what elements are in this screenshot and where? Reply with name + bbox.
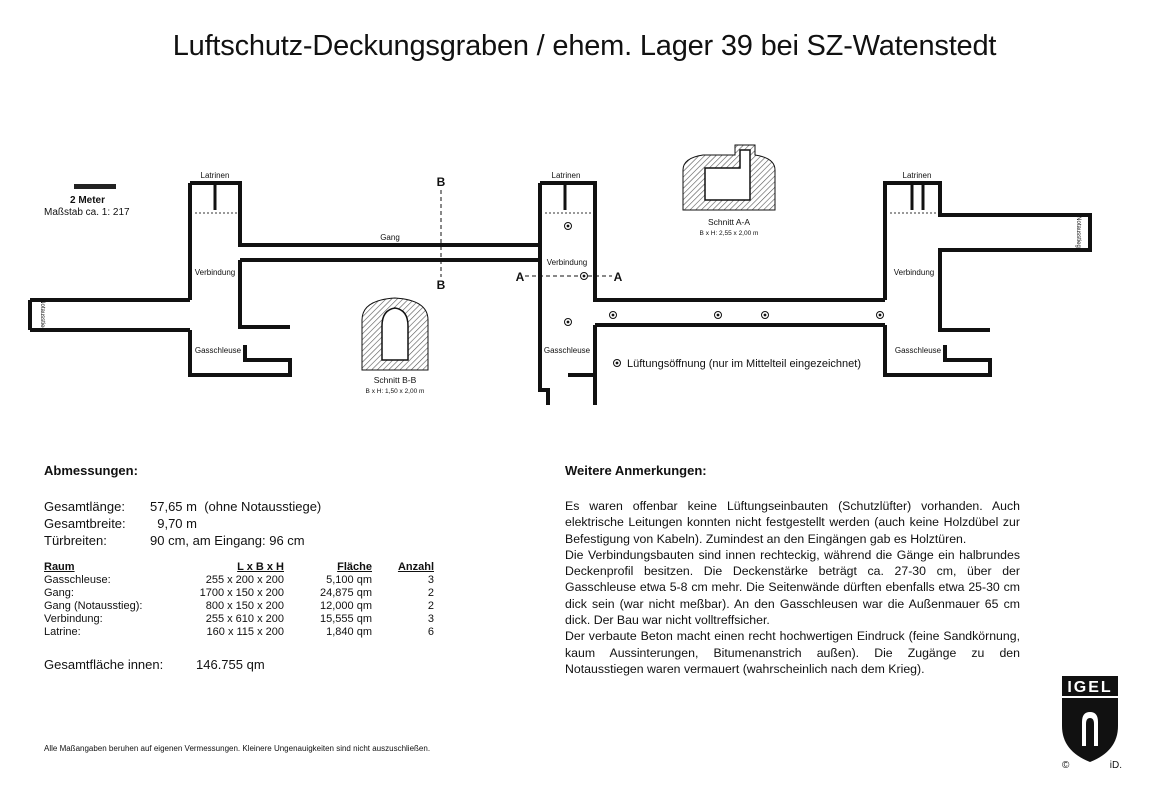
svg-text:Gasschleuse: Gasschleuse	[894, 346, 942, 355]
rooms-table: Raum L x B x H Fläche Anzahl Gasschleuse: 255 x 200 x 200 5,100 qm 3 Gang: 1700 x 150 x 200 24,875 qm 2 Gang (Notausstieg): 800 x 150 x 200 12,000 qm 2 Verbindung: 255 x 610 x 200 15,555 qm 3 Latrine: 160 x 115 x 200 1,840 qm 6	[44, 561, 434, 638]
svg-text:B: B	[436, 278, 446, 292]
svg-text:A: A	[515, 270, 525, 284]
svg-text:Gasschleuse: Gasschleuse	[194, 346, 242, 355]
scale-bar: 2 Meter Maßstab ca. 1: 217	[44, 184, 130, 219]
svg-text:Notausstieg: Notausstieg	[1075, 216, 1081, 248]
svg-text:IGEL: IGEL	[1067, 679, 1113, 696]
remarks-paragraph: Es waren offenbar keine Lüftungseinbauten (Schutzlüfter) vorhanden. Auch elektrische Leitungen konnten nicht festgestellt werden (auch keine Holzdübel zur Befestigung von Kabeln). Zumindest an den Eingängen gab es Holztüren.	[565, 499, 1020, 546]
remarks-paragraph: Die Verbindungsbauten sind innen rechteckig, während die Gänge ein halbrundes Deckenprofil besitzen. Die Deckenstärke beträgt ca. 27-30 cm, über der Gasschleuse etwa 5-8 cm mehr. Die Seitenwände dürften ebenfalls etwa 25-30 cm dick sein (war nicht meßbar). An den Gasschleusen war die Außenmauer 65 cm dick. Der Bau war nicht volltreffsicher.	[565, 547, 1020, 628]
svg-text:Verbindung: Verbindung	[194, 268, 236, 277]
dimensions-heading: Abmessungen:	[44, 463, 138, 478]
scale-bar-graphic	[74, 184, 116, 189]
svg-text:Gang: Gang	[380, 233, 400, 242]
page-title: Luftschutz-Deckungsgraben / ehem. Lager 39 bei SZ-Watenstedt	[172, 30, 997, 62]
dim-row: Gesamtlänge: 57,65 m (ohne Notausstiege)	[44, 499, 322, 514]
table-row: Gasschleuse: 255 x 200 x 200 5,100 qm 3	[44, 574, 434, 586]
svg-text:B x H: 2,55 x 2,00 m: B x H: 2,55 x 2,00 m	[699, 230, 759, 237]
label-latrinen-right: Latrinen	[902, 171, 932, 180]
dimensions-section	[44, 463, 464, 672]
footnote: Alle Maßangaben beruhen auf eigenen Vermessungen. Kleinere Ungenauigkeiten sind nicht auszuschließen.	[44, 744, 431, 753]
igel-logo	[1062, 676, 1118, 764]
svg-text:Gasschleuse: Gasschleuse	[543, 346, 591, 355]
svg-text:B x H: 1,50 x 2,00 m: B x H: 1,50 x 2,00 m	[365, 388, 425, 395]
label-latrinen-left: Latrinen	[200, 171, 230, 180]
svg-text:Verbindung: Verbindung	[893, 268, 935, 277]
svg-text:Notausstieg: Notausstieg	[39, 299, 45, 331]
svg-text:Verbindung: Verbindung	[546, 258, 588, 267]
dim-row: Gesamtbreite: 9,70 m	[44, 516, 197, 531]
table-row: Latrine: 160 x 115 x 200 1,840 qm 6	[44, 626, 434, 638]
total-area: Gesamtfläche innen: 146.755 qm	[44, 657, 265, 672]
svg-text:B: B	[436, 175, 446, 189]
remarks-section	[565, 463, 1020, 677]
remarks-heading: Weitere Anmerkungen:	[565, 463, 707, 478]
remarks-paragraph: Der verbaute Beton macht einen recht hochwertigen Eindruck (feine Sandkörnung, kaum Aussinterungen, Bitumenanstrich außen). Die Zugänge zu den Notausstiegen waren vermauert (wahrscheinlich nach dem Krieg).	[565, 629, 1020, 676]
label-latrinen-mid: Latrinen	[551, 171, 581, 180]
table-row: Verbindung: 255 x 610 x 200 15,555 qm 3	[44, 613, 434, 625]
copyright: © iD.	[1062, 760, 1122, 771]
svg-text:Schnitt B-B: Schnitt B-B	[373, 375, 417, 385]
table-row: Gang: 1700 x 150 x 200 24,875 qm 2	[44, 587, 434, 599]
dim-row: Türbreiten: 90 cm, am Eingang: 96 cm	[44, 533, 305, 548]
svg-text:A: A	[613, 270, 623, 284]
svg-text:Schnitt A-A: Schnitt A-A	[707, 217, 751, 227]
table-row: Gang (Notausstieg): 800 x 150 x 200 12,000 qm 2	[44, 600, 434, 612]
legend-vent: Lüftungsöffnung (nur im Mittelteil eingezeichnet)	[627, 358, 861, 370]
